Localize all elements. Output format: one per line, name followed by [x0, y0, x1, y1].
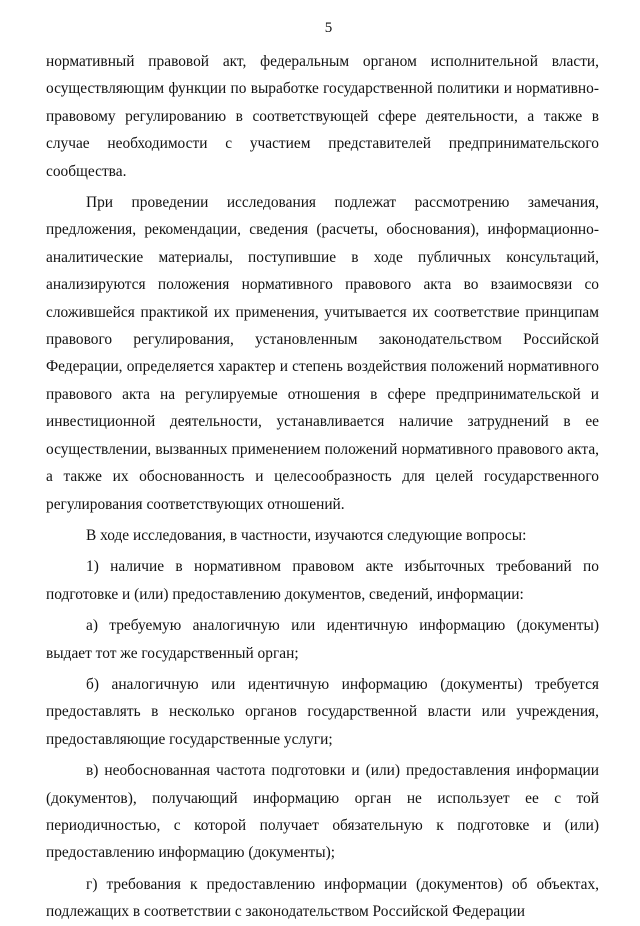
list-item-1: 1) наличие в нормативном правовом акте избыточных требований по подготовке и (или) предоставлению документов, сведений, информации: [46, 558, 599, 603]
paragraph-questions-intro: В ходе исследования, в частности, изучаются следующие вопросы: [86, 526, 527, 544]
list-item-a: а) требуемую аналогичную или идентичную информацию (документы) выдает тот же государственный орган; [46, 617, 599, 662]
page-number: 5 [324, 20, 333, 36]
paragraph-research-procedure: При проведении исследования подлежат рассмотрению замечания, предложения, рекомендации, сведения (расчеты, обоснования), информационно-аналитические материалы, поступившие в ходе публичных консультаций, анализируются положения нормативного правового акта во взаимосвязи со сложившейся практикой их применения, учитывается их соответствие принципам правового регулирования, установленным законодательством Российской Федерации, определяется характер и степень воздействия положений нормативного правового акта на регулируемые отношения в сфере предпринимательской и инвестиционной деятельности, устанавливается наличие затруднений в ее осуществлении, вызванных применением положений нормативного правового акта, а также их обоснованность и целесообразность для целей государственного регулирования соответствующих отношений. [46, 194, 599, 513]
list-item-g: г) требования к предоставлению информации (документов) об объектах, подлежащих в соответствии с законодательством Российской Федерации [46, 875, 599, 921]
paragraph-continuation: нормативный правовой акт, федеральным органом исполнительной власти, осуществляющим функции по выработке государственной политики и нормативно-правовому регулированию в соответствующей сфере деятельности, а также в случае необходимости с участием представителей предпринимательского сообщества. [46, 53, 599, 180]
list-item-b: б) аналогичную или идентичную информацию (документы) требуется предоставлять в несколько органов государственной власти или учреждения, предоставляющие государственные услуги; [46, 675, 599, 748]
document-page [46, 18, 599, 926]
list-item-v: в) необоснованная частота подготовки и (или) предоставления информации (документов), получающий информацию орган не использует ее с той периодичностью, с которой получает обязательную к подготовке и (или) предоставлению информацию (документы); [46, 762, 599, 862]
